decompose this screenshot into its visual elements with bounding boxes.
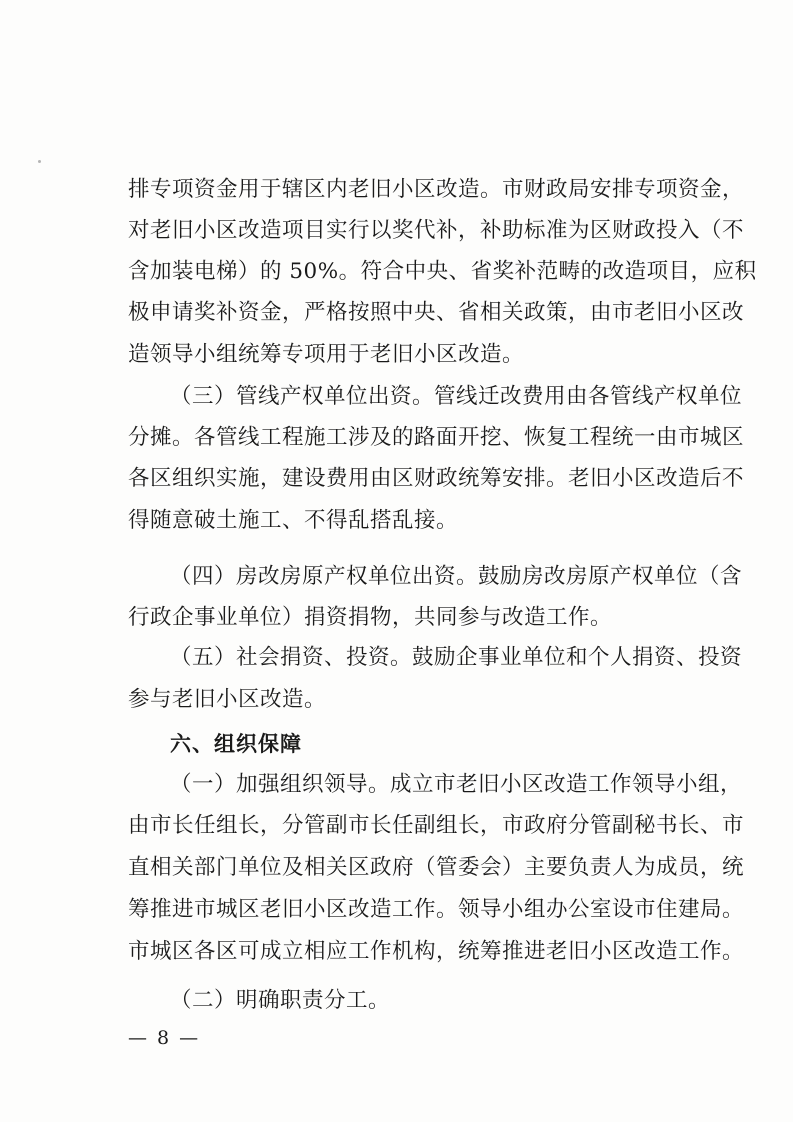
page-number: — 8 —	[128, 1027, 201, 1049]
body-line: 造领导小组统筹专项用于老旧小区改造。	[128, 342, 525, 367]
body-line: 筹推进市城区老旧小区改造工作。领导小组办公室设市住建局。	[128, 897, 745, 922]
body-line: 极申请奖补资金，严格按照中央、省相关政策，由市老旧小区改	[128, 300, 745, 325]
body-line: 排专项资金用于辖区内老旧小区改造。市财政局安排专项资金，	[128, 177, 745, 202]
body-line: 直相关部门单位及相关区政府（管委会）主要负责人为成员，统	[128, 855, 745, 880]
body-line: 对老旧小区改造项目实行以奖代补，补助标准为区财政投入（不	[128, 218, 745, 243]
body-line: 由市长任组长，分管副市长任副组长，市政府分管副秘书长、市	[128, 813, 745, 838]
scan-speck	[38, 160, 41, 163]
subsection-line: （四）房改房原产权单位出资。鼓励房改房原产权单位（含	[170, 564, 743, 589]
section-heading: 六、组织保障	[170, 732, 302, 756]
subsection-line: （三）管线产权单位出资。管线迁改费用由各管线产权单位	[170, 384, 743, 409]
body-line: 含加装电梯）的 50%。符合中央、省奖补范畴的改造项目，应积	[128, 259, 757, 284]
body-line: 分摊。各管线工程施工涉及的路面开挖、恢复工程统一由市城区	[128, 425, 745, 450]
body-line: 得随意破土施工、不得乱搭乱接。	[128, 508, 459, 533]
body-line: 参与老旧小区改造。	[128, 687, 327, 712]
subsection-line: （五）社会捐资、投资。鼓励企事业单位和个人捐资、投资	[170, 645, 743, 670]
subsection-line: （一）加强组织领导。成立市老旧小区改造工作领导小组，	[170, 772, 743, 797]
body-line: 行政企事业单位）捐资捐物，共同参与改造工作。	[128, 605, 613, 630]
subsection-line: （二）明确职责分工。	[170, 988, 391, 1013]
body-line: 市城区各区可成立相应工作机构，统筹推进老旧小区改造工作。	[128, 939, 745, 964]
body-line: 各区组织实施，建设费用由区财政统筹安排。老旧小区改造后不	[128, 466, 745, 491]
